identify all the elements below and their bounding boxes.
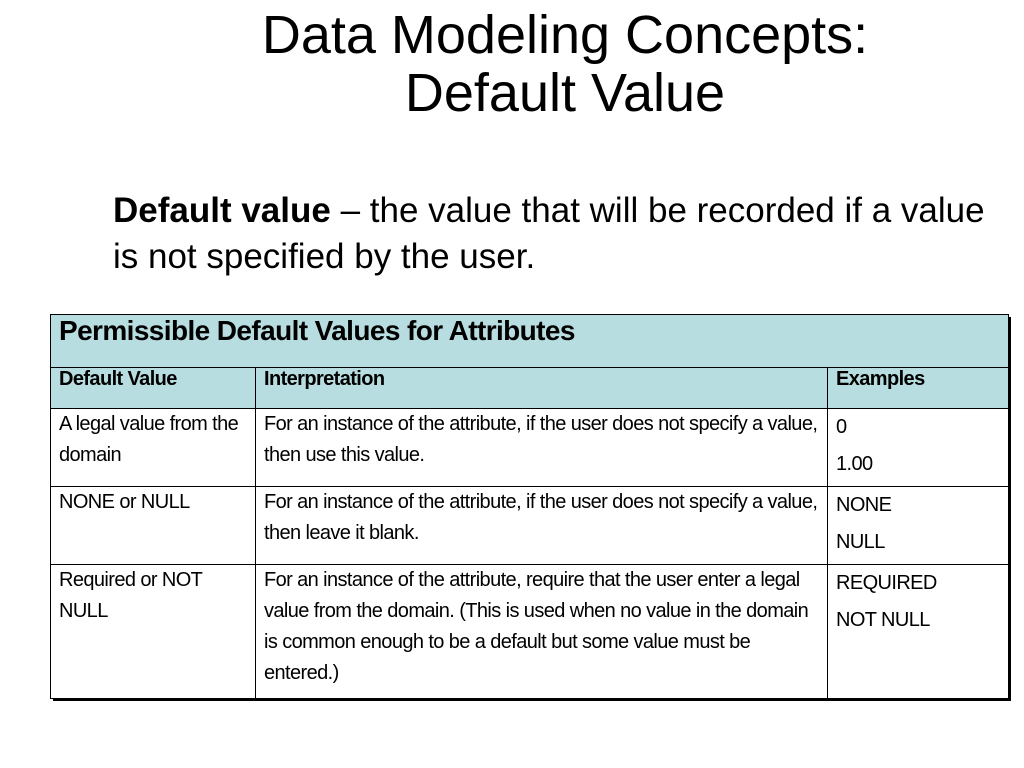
table-caption-row bbox=[51, 315, 1009, 368]
table-caption: Permissible Default Values for Attributes bbox=[51, 315, 1009, 368]
interpretation-cell: For an instance of the attribute, if the user does not specify a value, then use this value. bbox=[256, 409, 828, 487]
definition-paragraph bbox=[113, 188, 1013, 280]
example-value: 0 bbox=[836, 416, 847, 438]
definition-text: – the value that will be recorded if a value is not specified by the user. bbox=[113, 191, 985, 276]
table-row bbox=[51, 409, 1009, 487]
example-value: NULL bbox=[836, 531, 885, 553]
default-value-cell: NONE or NULL bbox=[51, 487, 256, 565]
example-value: NONE bbox=[836, 494, 892, 516]
interpretation-cell: For an instance of the attribute, require that the user enter a legal value from the domain. (This is used when no value in the domain is common enough to be a default but some value must be entered.) bbox=[256, 565, 828, 699]
table-header-row bbox=[51, 368, 1009, 409]
table-row bbox=[51, 565, 1009, 699]
examples-cell bbox=[828, 409, 1009, 487]
column-header-default-value: Default Value bbox=[51, 368, 256, 409]
default-value-cell: A legal value from the domain bbox=[51, 409, 256, 487]
examples-cell bbox=[828, 487, 1009, 565]
slide-title bbox=[160, 6, 970, 122]
example-value: REQUIRED bbox=[836, 572, 937, 594]
default-values-table-container bbox=[50, 314, 1008, 698]
default-values-table bbox=[50, 314, 1009, 699]
definition-term: Default value bbox=[113, 191, 331, 230]
example-value: 1.00 bbox=[836, 453, 873, 475]
slide-title-line-2: Default Value bbox=[404, 63, 726, 123]
table-row bbox=[51, 487, 1009, 565]
examples-cell bbox=[828, 565, 1009, 699]
default-value-cell: Required or NOT NULL bbox=[51, 565, 256, 699]
example-value: NOT NULL bbox=[836, 609, 930, 631]
column-header-examples: Examples bbox=[828, 368, 1009, 409]
slide-title-line-1: Data Modeling Concepts: bbox=[261, 5, 869, 65]
interpretation-cell: For an instance of the attribute, if the user does not specify a value, then leave it blank. bbox=[256, 487, 828, 565]
column-header-interpretation: Interpretation bbox=[256, 368, 828, 409]
